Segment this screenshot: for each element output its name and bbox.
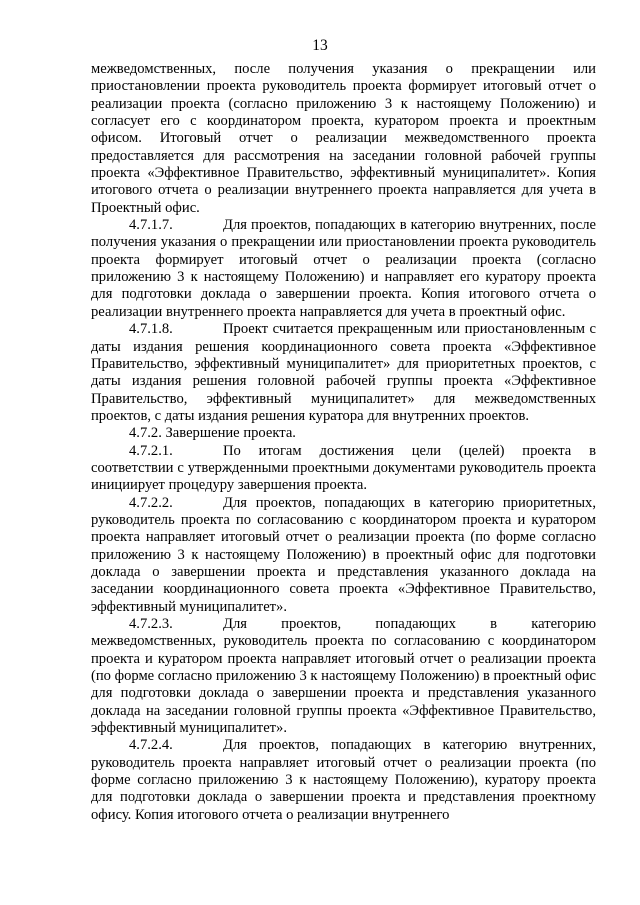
page-number: 13 [312,37,328,54]
clause-number: 4.7.2.2. [129,494,173,511]
clause-number: 4.7.2.1. [129,442,173,459]
paragraph-text: 4.7.2. Завершение проекта. [129,425,296,442]
clause-number: 4.7.2.4. [129,737,173,754]
paragraph-text: Для проектов, попадающих в категорию внутренних, после получения указания о прекращении или приостановлении проекта руководитель проекта формирует итоговый отчет о реализации проекта (согласно приложению 3 к настоящему Положению) и направляет его куратору проекта для подготовки доклада о завершении проекта. Копия итогового отчета о реализации внутреннего проекта направляется для учета в проектный офис. [91,217,596,320]
paragraph-4-7-2-4 [91,737,596,824]
clause-number: 4.7.2.3. [129,616,173,632]
paragraph-text: По итогам достижения цели (целей) проекта в соответствии с утвержденными проектными документами руководитель проекта инициирует процедуру завершения проекта. [91,442,596,494]
paragraph-text: Для проектов, попадающих в категорию внутренних, руководитель проекта направляет итоговый отчет о реализации проекта (по форме согласно приложению 3 к настоящему Положению), куратору проекта для подготовки доклада о завершении проекта и представления проектному офису. Копия итогового отчета о реализации внутреннего [91,737,596,823]
paragraph-4-7-1-8 [91,321,596,425]
paragraph-4-7-2-3 [91,616,596,737]
paragraph-text: Для проектов, попадающих в категорию приоритетных, руководитель проекта по согласованию с координатором проекта и куратором проекта направляет итоговый отчет о реализации проекта (по форме согласно приложению 3 к настоящему Положению) в проектный офис для подготовки доклада о завершении проекта и представления указанного доклада на заседании координационного совета проекта «Эффективное Правительство, эффективный муниципалитет». [91,494,596,615]
clause-number: 4.7.1.7. [129,217,173,234]
document-body [91,61,596,824]
paragraph-text: Для проектов, попадающих в категорию межведомственных, руководитель проекта по согласованию с координатором проекта и куратором проекта направляет итоговый отчет о реализации проекта (по форме согласно приложению 3 к настоящему Положению) в проектный офис для подготовки доклада о завершении проекта и представления указанного доклада на заседании головной группы проекта «Эффективное Правительство, эффективный муниципалитет». [91,616,596,737]
paragraph-4-7-1-7 [91,217,596,321]
paragraph-text: межведомственных, после получения указания о прекращении или приостановлении проекта руководитель проекта формирует итоговый отчет о реализации проекта (согласно приложению 3 к настоящему Положению) и согласует его с координатором проекта, куратором проекта и проектным офисом. Итоговый отчет о реализации межведомственного проекта предоставляется для рассмотрения на заседании головной рабочей группы проекта «Эффективное Правительство, эффективный муниципалитет». Копия итогового отчета о реализации внутреннего проекта направляется для учета в Проектный офис. [91,61,596,216]
paragraph-text: Проект считается прекращенным или приостановленным с даты издания решения координационного совета проекта «Эффективное Правительство, эффективный муниципалитет» для приоритетных проектов, с даты издания решения головной рабочей группы проекта «Эффективное Правительство, эффективный муниципалитет» для межведомственных проектов, с даты издания решения куратора для внутренних проектов. [91,321,596,424]
paragraph-4-7-2-2 [91,495,596,616]
paragraph-4-7-2-1 [91,443,596,495]
clause-number: 4.7.1.8. [129,321,173,338]
section-heading-4-7-2 [91,425,596,442]
paragraph-continuation [91,61,596,217]
